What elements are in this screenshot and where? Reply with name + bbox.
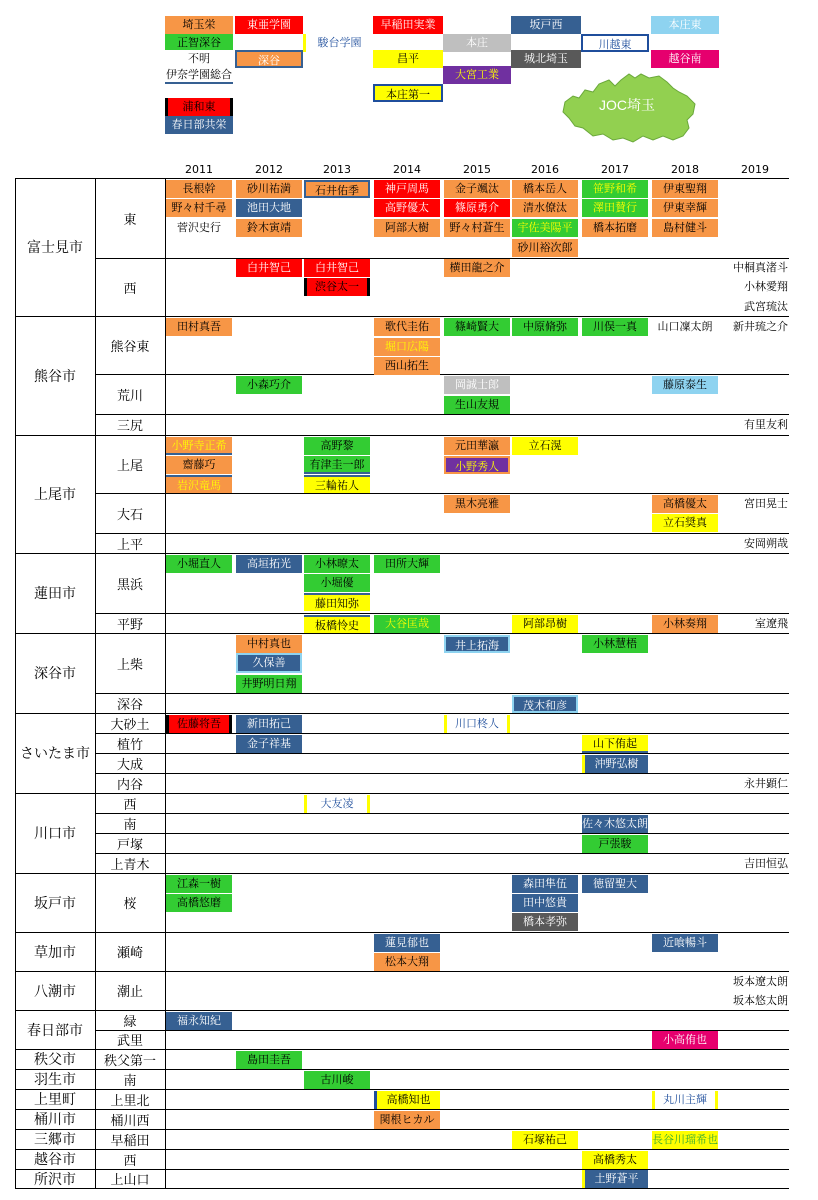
legend-item: 伊奈学園総合 — [165, 66, 233, 84]
player-cell: 永井顕仁 — [722, 775, 788, 793]
school-row-border — [95, 258, 789, 259]
school-row-border — [95, 971, 789, 972]
player-cell: 高橋優太 — [652, 495, 718, 513]
prefecture-cell: 所沢市 — [34, 1171, 76, 1188]
school-row-border — [95, 553, 789, 554]
prefecture-cell: 蓮田市 — [34, 586, 76, 602]
school-cell: 大成 — [116, 757, 143, 773]
school-row-border — [95, 853, 789, 854]
school-cell: 大砂土 — [110, 717, 150, 733]
school-cell: 上里北 — [110, 1093, 150, 1109]
player-cell: 小高侑也 — [652, 1031, 718, 1049]
school-cell: 大石 — [116, 507, 143, 523]
player-cell: 山下侑起 — [582, 735, 648, 753]
player-cell: 小林暸太 — [304, 555, 370, 573]
player-cell: 神戸周馬 — [374, 180, 440, 198]
player-cell: 高野優太 — [374, 199, 440, 217]
school-cell: 上柴 — [116, 657, 143, 673]
player-cell: 安岡朔哉 — [722, 535, 788, 553]
player-cell: 野々村蒼生 — [444, 219, 510, 237]
school-row-border — [95, 1089, 789, 1090]
player-cell: 鈴木寅靖 — [236, 219, 302, 237]
legend-item: 深谷 — [235, 50, 303, 68]
player-cell: 横田龍之介 — [444, 259, 510, 277]
player-cell: 有津圭一郎 — [304, 456, 370, 474]
player-cell: 橋本拓磨 — [582, 219, 648, 237]
player-cell: 坂本遼太朗 — [722, 973, 788, 991]
player-cell: 蓮見郁也 — [374, 934, 440, 952]
player-cell: 篠崎賢大 — [444, 318, 510, 336]
school-cell: 東 — [123, 212, 137, 228]
player-cell: 小堀直人 — [166, 555, 232, 573]
player-cell: 茂木和彦 — [512, 695, 578, 713]
legend-item: 大宮工業 — [443, 66, 511, 84]
school-cell: 西 — [123, 797, 137, 813]
player-cell: 藤田知弥 — [304, 593, 370, 611]
player-cell: 田村真吾 — [166, 318, 232, 336]
player-cell: 阿部大樹 — [374, 219, 440, 237]
prefecture-cell: 深谷市 — [34, 666, 76, 682]
player-cell: 橋本岳人 — [512, 180, 578, 198]
player-cell: 有里友利 — [722, 416, 788, 434]
prefecture-cell: 春日部市 — [27, 1022, 83, 1039]
school-row-border — [95, 833, 789, 834]
school-cell: 西 — [123, 1153, 137, 1169]
legend-item: 不明 — [165, 50, 233, 68]
school-row-border — [95, 316, 789, 317]
school-cell: 上平 — [116, 537, 143, 553]
player-cell: 高橋秀太 — [582, 1151, 648, 1169]
year-label: 2018 — [671, 163, 699, 176]
school-cell: 潮止 — [116, 985, 143, 1000]
player-cell: 長根幹 — [166, 180, 232, 198]
player-cell: 伊東幸輝 — [652, 199, 718, 217]
school-row-border — [95, 1169, 789, 1170]
school-cell: 荒川 — [116, 388, 143, 404]
player-cell: 石塚祐己 — [512, 1131, 578, 1149]
prefecture-cell: 上尾市 — [34, 487, 76, 503]
player-cell: 澤田賛行 — [582, 199, 648, 217]
player-cell: 野々村千尋 — [166, 199, 232, 217]
player-cell: 岡誠士郎 — [444, 376, 510, 394]
player-cell: 島村健斗 — [652, 219, 718, 237]
school-row-border — [95, 932, 789, 933]
prefecture-cell: さいたま市 — [20, 746, 90, 762]
player-cell: 小野寺正希 — [166, 437, 232, 455]
player-cell: 石井佑季 — [304, 180, 370, 198]
school-cell: 熊谷東 — [110, 339, 150, 355]
legend-item: 浦和東 — [165, 98, 233, 116]
school-row-border — [95, 873, 789, 874]
player-cell: 齋藤巧 — [166, 456, 232, 474]
prefecture-cell: 上里町 — [34, 1092, 76, 1108]
player-cell: 吉田恒弘 — [722, 855, 788, 873]
player-cell: 関根ヒカル — [374, 1111, 440, 1129]
player-cell: 立石滉 — [512, 437, 578, 455]
player-cell: 大谷匡哉 — [374, 615, 440, 633]
player-cell: 板橋怜史 — [304, 615, 370, 633]
year-label: 2017 — [601, 163, 629, 176]
legend-item: 本庄 — [443, 34, 511, 52]
map-label: JOC埼玉 — [599, 97, 655, 113]
prefecture-cell: 桶川市 — [34, 1112, 76, 1128]
prefecture-cell: 三郷市 — [34, 1132, 76, 1148]
player-cell: 三輪祐人 — [304, 475, 370, 493]
player-cell: 井野明日翔 — [236, 675, 302, 693]
player-cell: 武宮琉汰 — [722, 298, 788, 316]
player-cell: 小林愛翔 — [722, 278, 788, 296]
school-cell: 上尾 — [116, 458, 143, 474]
school-cell: 秩父第一 — [103, 1053, 156, 1069]
prefecture-cell: 富士見市 — [27, 240, 83, 256]
player-cell: 小林慧梧 — [582, 635, 648, 653]
school-cell: 瀬崎 — [116, 946, 143, 961]
school-row-border — [95, 793, 789, 794]
prefecture-cell: 八潮市 — [34, 983, 76, 1000]
player-cell: 小野秀人 — [444, 456, 510, 474]
school-cell: 内谷 — [116, 777, 143, 793]
player-cell: 渋谷太一 — [304, 278, 370, 296]
prefecture-cell: 秩父市 — [34, 1052, 76, 1068]
player-cell: 松本大翔 — [374, 953, 440, 971]
school-cell: 平野 — [116, 617, 143, 633]
player-cell: 長谷川瑠希也 — [652, 1131, 718, 1149]
school-cell: 桜 — [123, 897, 137, 912]
school-row-border — [95, 1010, 789, 1011]
player-cell: 岩沢竜馬 — [166, 475, 232, 493]
school-cell: 植竹 — [116, 737, 143, 753]
year-label: 2015 — [463, 163, 491, 176]
prefecture-cell: 羽生市 — [34, 1072, 76, 1088]
player-cell: 篠原勇介 — [444, 199, 510, 217]
school-row-border — [95, 753, 789, 754]
year-label: 2019 — [741, 163, 769, 176]
player-cell: 金子祥基 — [236, 735, 302, 753]
legend-item: 春日部共栄 — [165, 116, 233, 134]
school-row-border — [95, 374, 789, 375]
year-label: 2011 — [185, 163, 213, 176]
school-row-border — [95, 1049, 789, 1050]
player-cell: 宇佐美陽平 — [512, 219, 578, 237]
school-cell: 上山口 — [110, 1173, 150, 1188]
player-cell: 土野蒼平 — [582, 1170, 648, 1188]
player-cell: 小森巧介 — [236, 376, 302, 394]
player-cell: 佐藤将吾 — [166, 715, 232, 733]
school-cell: 南 — [123, 817, 137, 833]
player-cell: 室遼飛 — [722, 615, 788, 633]
player-cell: 森田隼伍 — [512, 875, 578, 893]
player-cell: 戸張駿 — [582, 835, 648, 853]
prefecture-cell: 坂戸市 — [34, 895, 76, 912]
player-cell: 高垣拓光 — [236, 555, 302, 573]
year-label: 2013 — [323, 163, 351, 176]
player-cell: 田中悠貴 — [512, 894, 578, 912]
player-cell: 池田大地 — [236, 199, 302, 217]
year-label: 2016 — [531, 163, 559, 176]
player-cell: 高橋悠磨 — [166, 894, 232, 912]
prefecture-cell: 草加市 — [34, 944, 76, 961]
player-cell: 川俣一真 — [582, 318, 648, 336]
player-cell: 沖野弘樹 — [582, 755, 648, 773]
school-cell: 黒浜 — [116, 577, 143, 593]
legend-item: 正智深谷 — [165, 34, 233, 52]
player-cell: 佐々木悠太朗 — [582, 815, 648, 833]
year-label: 2012 — [255, 163, 283, 176]
school-row-border — [95, 1188, 789, 1189]
prefecture-cell: 越谷市 — [34, 1152, 76, 1168]
school-cell: 武里 — [116, 1034, 143, 1049]
legend-item: 越谷南 — [651, 50, 719, 68]
school-cell: 桶川西 — [110, 1113, 150, 1129]
player-cell: 新田拓己 — [236, 715, 302, 733]
player-cell: 清水僚汰 — [512, 199, 578, 217]
school-row-border — [95, 773, 789, 774]
school-row-border — [95, 1149, 789, 1150]
player-cell: 黒木亮雅 — [444, 495, 510, 513]
school-row-border — [95, 1069, 789, 1070]
school-cell: 深谷 — [116, 697, 143, 713]
player-cell: 歌代圭佑 — [374, 318, 440, 336]
player-cell: 堀口広陽 — [374, 338, 440, 356]
legend-item: 坂戸西 — [511, 16, 581, 34]
player-cell: 立石奨真 — [652, 514, 718, 532]
player-cell: 山口凜太朗 — [652, 318, 718, 336]
school-row-border — [95, 435, 789, 436]
legend-item: 城北埼玉 — [511, 50, 581, 68]
school-row-border — [95, 693, 789, 694]
player-cell: 小堀優 — [304, 574, 370, 592]
player-cell: 橋本孝弥 — [512, 913, 578, 931]
school-row-border — [95, 713, 789, 714]
player-cell: 坂本悠太朗 — [722, 992, 788, 1010]
player-cell: 笹野和希 — [582, 180, 648, 198]
player-cell: 川口柊人 — [444, 715, 510, 733]
player-cell: 宮田晃士 — [722, 495, 788, 513]
school-cell: 早稲田 — [110, 1133, 150, 1149]
saitama-map-icon — [555, 70, 703, 145]
player-cell: 白井智己 — [236, 259, 302, 277]
school-row-border — [95, 414, 789, 415]
school-row-border — [95, 533, 789, 534]
legend-item: 昌平 — [373, 50, 443, 68]
player-cell: 古川峻 — [304, 1071, 370, 1089]
school-cell: 西 — [123, 281, 137, 297]
player-cell: 大友凌 — [304, 795, 370, 813]
school-row-border — [95, 493, 789, 494]
player-cell: 新井琉之介 — [722, 318, 788, 336]
player-cell: 白井智己 — [304, 259, 370, 277]
school-row-border — [95, 613, 789, 614]
player-cell: 菅沢史行 — [166, 219, 232, 237]
year-label: 2014 — [393, 163, 421, 176]
school-row-border — [95, 733, 789, 734]
prefecture-cell: 熊谷市 — [34, 368, 76, 385]
player-cell: 久保善 — [236, 653, 302, 673]
player-cell: 中原脩弥 — [512, 318, 578, 336]
player-cell: 伊東聖翔 — [652, 180, 718, 198]
player-cell: 藤原泰生 — [652, 376, 718, 394]
school-row-border — [95, 1109, 789, 1110]
legend-item: 本庄東 — [651, 16, 719, 34]
player-cell: 島田圭吾 — [236, 1051, 302, 1069]
player-cell: 高野黎 — [304, 437, 370, 455]
school-row-border — [95, 633, 789, 634]
player-cell: 江森一樹 — [166, 875, 232, 893]
player-cell: 砂川祐満 — [236, 180, 302, 198]
player-cell: 中桐真渚斗 — [722, 259, 788, 277]
school-row-border — [95, 1129, 789, 1130]
player-cell: 西山拓生 — [374, 357, 440, 375]
player-cell: 福永知紀 — [166, 1012, 232, 1030]
school-cell: 緑 — [123, 1014, 137, 1030]
player-cell: 高橋知也 — [374, 1091, 440, 1109]
player-cell: 近喰暢斗 — [652, 934, 718, 952]
school-row-border — [95, 813, 789, 814]
school-cell: 南 — [123, 1073, 137, 1089]
player-cell: 中村真也 — [236, 635, 302, 653]
player-cell: 元田華瀛 — [444, 437, 510, 455]
legend-item: 東亜学園 — [235, 16, 303, 34]
school-cell: 上青木 — [110, 857, 150, 873]
player-cell: 田所大輝 — [374, 555, 440, 573]
school-cell: 戸塚 — [116, 837, 143, 853]
player-cell: 阿部昂樹 — [512, 615, 578, 633]
legend-item: 駿台学園 — [303, 34, 373, 52]
prefecture-cell: 川口市 — [34, 826, 76, 842]
player-cell: 生山友規 — [444, 396, 510, 414]
player-cell: 金子颯汰 — [444, 180, 510, 198]
legend-item: 川越東 — [581, 34, 649, 52]
school-cell: 三尻 — [116, 419, 143, 434]
player-cell: 小林奏翔 — [652, 615, 718, 633]
player-cell: 砂川裕次郎 — [512, 239, 578, 257]
legend-item: 本庄第一 — [373, 84, 443, 102]
legend-item: 早稲田実業 — [373, 16, 443, 34]
player-cell: 丸川主輝 — [652, 1091, 718, 1109]
legend-item: 埼玉栄 — [165, 16, 233, 34]
player-cell: 井上拓海 — [444, 635, 510, 653]
player-cell: 徳留聖大 — [582, 875, 648, 893]
